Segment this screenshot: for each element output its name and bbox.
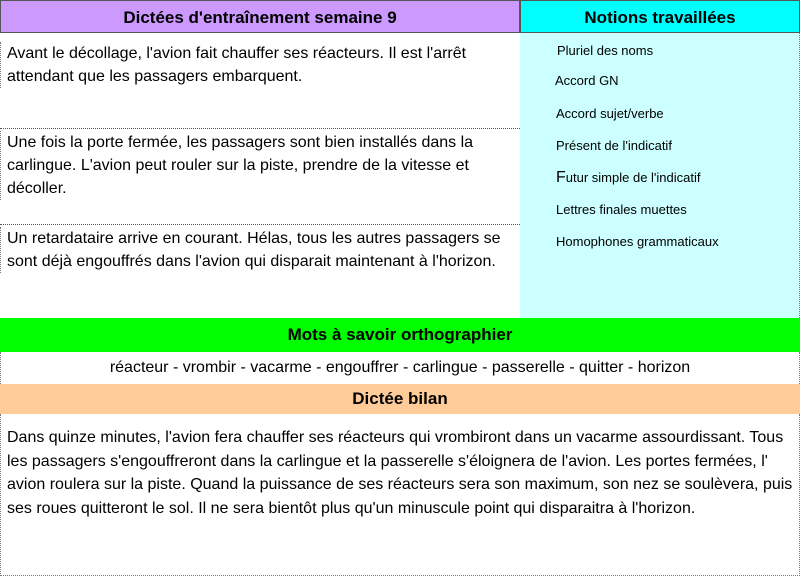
- notion-item: Présent de l'indicatif: [556, 138, 672, 153]
- dictee-1: Avant le décollage, l'avion fait chauffer ses réacteurs. Il est l'arrêt attendant que les passagers embarquent.: [0, 42, 520, 88]
- notion-item: Lettres finales muettes: [556, 202, 687, 217]
- notion-item: Accord GN: [555, 73, 619, 88]
- dictee-2: Une fois la porte fermée, les passagers sont bien installés dans la carlingue. L'avion peut rouler sur la piste, prendre de la vitesse et décoller.: [0, 131, 520, 200]
- row-divider: [0, 224, 520, 225]
- dictee-3: Un retardataire arrive en courant. Hélas, tous les autres passagers se sont déjà engouffrés dans l'avion qui disparait maintenant à l'horizon.: [0, 227, 520, 273]
- dictees-header: Dictées d'entraînement semaine 9: [0, 0, 520, 33]
- mots-header: Mots à savoir orthographier: [0, 318, 800, 352]
- bilan-text: Dans quinze minutes, l'avion fera chauffer ses réacteurs qui vrombiront dans un vacarme assourdissant. Tous les passagers s'engouffreront dans la carlingue et la passerelle s'éloignera de l'avion. Les portes fermées, l' avion roulera sur la piste. Quand la puissance de ses réacteurs sera son maximum, son nez se soulèvera, puis ses roues quitteront le sol. Il ne sera bientôt plus qu'un minuscule point qui disparaitra à l'horizon.: [0, 414, 800, 576]
- notion-item: Pluriel des noms: [557, 43, 654, 58]
- notion-item: Accord sujet/verbe: [556, 106, 664, 121]
- mots-list: réacteur - vrombir - vacarme - engouffrer - carlingue - passerelle - quitter - horizon: [0, 352, 800, 384]
- notions-panel: [520, 33, 800, 318]
- notions-header: Notions travaillées: [520, 0, 800, 33]
- notion-item: Futur simple de l'indicatif: [556, 169, 701, 186]
- row-divider: [0, 128, 520, 129]
- bilan-header: Dictée bilan: [0, 384, 800, 414]
- notion-item: Homophones grammaticaux: [556, 234, 719, 249]
